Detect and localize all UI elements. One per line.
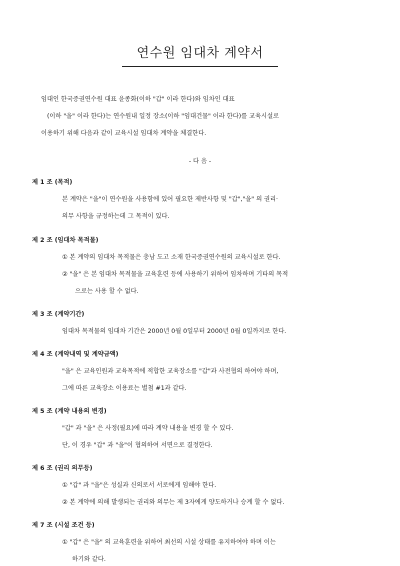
article-4-line-1: "을" 은 교육인원과 교육목적에 적합한 교육장소를 "갑"과 사전협의 하여야 하며, bbox=[62, 368, 279, 375]
article-5-heading: 제 5 조 (계약 내용의 변경) bbox=[32, 408, 107, 415]
article-4-line-2: 그에 따른 교육장소 이용료는 별첨 #1과 같다. bbox=[62, 385, 187, 392]
article-3-line-1: 임대차 목적물의 임대차 기간은 2000년 0월 0일부터 2000년 0월 0일까지로 한다. bbox=[62, 328, 287, 335]
article-1-heading: 제 1 조 (목적) bbox=[32, 179, 73, 186]
article-2-line-3: 으로는 사용 할 수 없다. bbox=[75, 288, 139, 295]
intro-line-1: 임대인 한국증권연수원 대표 윤종화(이하 "갑" 이라 한다)와 임차인 대표 bbox=[41, 96, 235, 103]
article-2-heading: 제 2 조 (임대차 목적물) bbox=[32, 237, 99, 244]
article-6-line-1: ① "갑" 과 "을"은 성실과 신의로서 서로에게 임해야 한다. bbox=[62, 482, 217, 489]
article-7-line-1: ① "갑" 은 "을" 의 교육훈련을 위하여 최선의 시설 상태를 유지하여야 하며 이는 bbox=[62, 539, 276, 546]
article-4-heading: 제 4 조 (계약내역 및 계약금액) bbox=[32, 351, 119, 358]
intro-line-2: (이하 "을" 이라 한다)는 연수원내 일정 장소(이하 "임대건물" 이라 한다)를 교육시설로 bbox=[47, 113, 279, 120]
title-underline bbox=[122, 66, 278, 67]
article-1-line-2: 의무 사항을 규정하는데 그 목적이 있다. bbox=[62, 213, 170, 220]
document-title: 연수원 임대차 계약서 bbox=[136, 46, 264, 61]
intro-line-3: 이용하기 위해 다음과 같이 교육시설 임대차 계약을 체결한다. bbox=[41, 130, 207, 137]
divider-label: - 다 음 - bbox=[188, 158, 212, 165]
article-3-heading: 제 3 조 (계약기간) bbox=[32, 311, 85, 318]
article-6-line-2: ② 본 계약에 의해 발생되는 권리와 의무는 제 3자에게 양도하거나 승계 할 수 없다. bbox=[62, 499, 285, 506]
article-2-line-2: ② "을" 은 본 임대차 목적물을 교육훈련 등에 사용하기 위하여 임차하며 기타의 목적 bbox=[62, 271, 289, 278]
article-5-line-2: 단, 이 경우 "갑" 과 "을"이 협의하여 서면으로 결정한다. bbox=[62, 442, 213, 449]
article-7-heading: 제 7 조 (시설 조건 등) bbox=[32, 522, 95, 529]
article-7-line-2: 하기와 같다. bbox=[72, 556, 106, 563]
article-1-line-1: 본 계약은 "을"이 연수원을 사용함에 있어 필요한 제반사항 및 "갑","을" 의 권리· bbox=[62, 196, 278, 203]
article-2-line-1: ① 본 계약의 임대차 목적물은 충남 도고 소재 한국증권연수원의 교육시설로 한다. bbox=[62, 254, 281, 261]
article-6-heading: 제 6 조 (권리 의무등) bbox=[32, 465, 93, 472]
article-5-line-1: "갑" 과 "을" 은 사정(필요)에 따라 계약 내용을 변경 할 수 있다. bbox=[62, 425, 234, 432]
